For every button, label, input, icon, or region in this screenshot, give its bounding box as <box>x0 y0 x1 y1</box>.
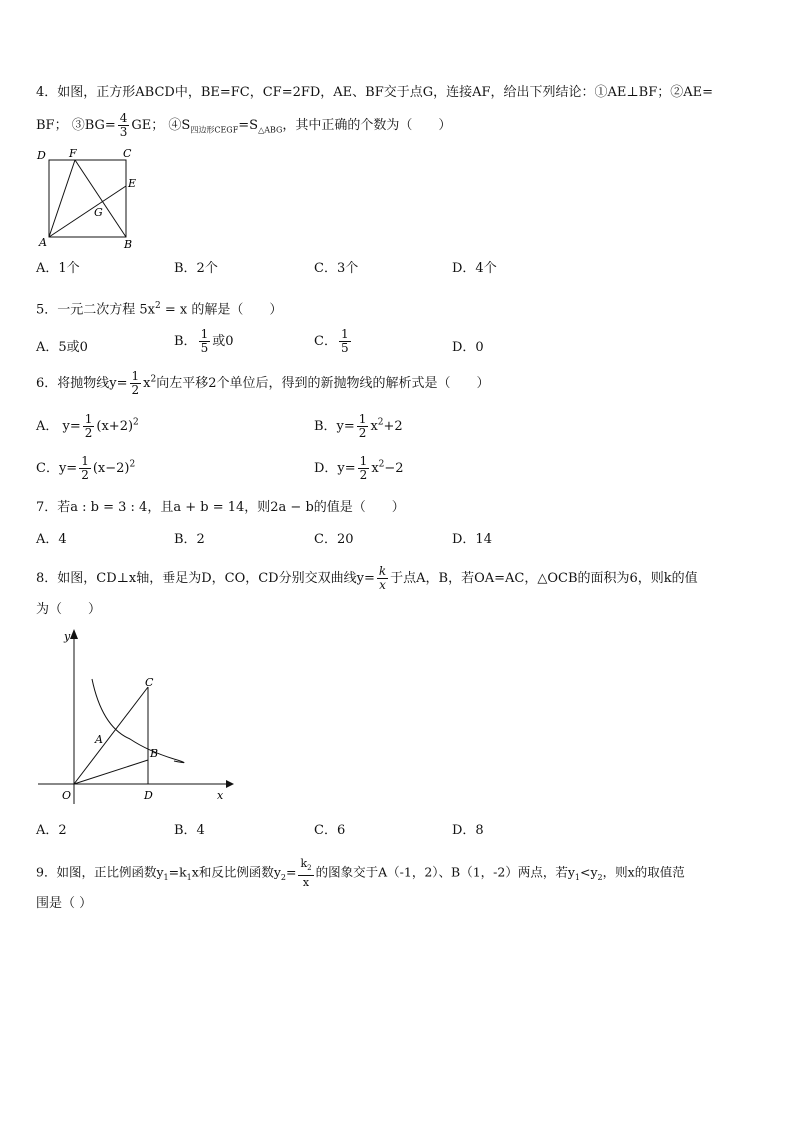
q6-d-x: x <box>371 461 379 476</box>
q9-fraction: $\frac{k_2}{x}$ <box>300 857 312 890</box>
q6-d-sup: 2 <box>378 459 385 470</box>
q8-text-a: 8．如图，CD⊥x轴，垂足为D，CO，CD分别交双曲线y= <box>36 571 375 586</box>
q6-c-suffix: (x−2) <box>92 461 130 476</box>
q9-sub1: 1 <box>163 873 169 883</box>
q6-c-sup: 2 <box>129 459 136 470</box>
q5-option-d[interactable]: D．0 <box>452 340 484 355</box>
label-d: D <box>144 789 153 802</box>
label-y: y <box>64 630 71 643</box>
q6-a-suffix: (x+2) <box>96 419 134 434</box>
q5-option-a[interactable]: A．5或0 <box>36 340 88 355</box>
q8-option-b[interactable]: B．4 <box>174 823 205 838</box>
q6-text-a: 6．将抛物线y= <box>36 376 128 391</box>
segment-oc <box>74 687 148 784</box>
q5-text-b: = x 的解是（ ） <box>160 302 283 318</box>
label-b: B <box>124 238 133 251</box>
segment-bf <box>75 160 126 237</box>
q6-option-b[interactable] <box>314 413 403 440</box>
q4-option-c[interactable]: C．3个 <box>314 261 359 276</box>
q9-text-f: <y <box>580 864 598 880</box>
square-abcd <box>49 160 126 237</box>
q8-option-a[interactable]: A．2 <box>36 823 67 838</box>
segment-ae <box>49 186 126 237</box>
q8-text-b: 于点A，B，若OA=AC，△OCB的面积为6，则k的值 <box>390 571 698 586</box>
q4-sub1: 四边形CEGF <box>190 125 239 135</box>
label-a: A <box>95 733 103 746</box>
hyperbola-curve <box>92 679 174 759</box>
q6-sup: 2 <box>150 374 157 385</box>
q5-text-a: 5．一元二次方程 5x <box>36 302 156 318</box>
q6-b-prefix: B．y= <box>314 419 355 434</box>
q4-text-d: ，其中正确的个数为（ ） <box>282 118 452 133</box>
q6-b-suffix: +2 <box>383 419 403 434</box>
q4-stem-line2 <box>36 112 451 140</box>
label-e: E <box>128 177 137 190</box>
q6-c-prefix: C．y= <box>36 461 78 476</box>
q7-option-d[interactable]: D．14 <box>452 532 492 547</box>
q8-fraction: $\frac{k}{x}$ <box>378 564 387 592</box>
q4-square-figure <box>34 145 144 253</box>
q7-stem: 7．若a : b = 3 : 4，且a + b = 14，则2a − b的值是（ ） <box>36 500 405 515</box>
q8-stem-line1 <box>36 565 698 592</box>
q4-text-b: GE； ④S <box>131 118 191 133</box>
q8-option-d[interactable]: D．8 <box>452 823 484 838</box>
label-c: C <box>145 676 154 689</box>
q6-d-suffix: −2 <box>384 461 404 476</box>
label-d: D <box>37 149 46 162</box>
q4-sub2: △ABG <box>258 125 283 135</box>
q5-b-suffix: 或0 <box>212 334 234 349</box>
q9-sub2: 1 <box>186 873 192 883</box>
q4-option-d[interactable]: D．4个 <box>452 261 497 276</box>
label-b: B <box>150 747 159 760</box>
label-x: x <box>217 789 224 802</box>
q9-text-c: x和反比例函数y <box>191 864 281 880</box>
q6-a-fraction: $\frac{1}{2}$ <box>84 412 93 440</box>
x-axis-arrow <box>226 780 234 788</box>
q9-stem-line2: 围是（ ） <box>36 896 93 911</box>
q4-stem-line1: 4．如图，正方形ABCD中，BE=FC，CF=2FD，AE、BF交于点G，连接AF，给出下列结论：①AE⊥BF；②AE= <box>36 85 713 100</box>
q6-d-prefix: D．y= <box>314 461 356 476</box>
q8-hyperbola-figure <box>34 627 234 805</box>
q9-text-g: ，则x的取值范 <box>602 864 685 880</box>
q5-b-prefix: B． <box>174 334 197 349</box>
q6-b-x: x <box>370 419 378 434</box>
q5-option-b[interactable] <box>174 328 233 355</box>
q4-option-b[interactable]: B．2个 <box>174 261 218 276</box>
q9-sub5: 2 <box>597 873 603 883</box>
label-c: C <box>123 147 132 160</box>
q6-d-fraction: $\frac{1}{2}$ <box>359 454 368 482</box>
y-axis-arrow <box>70 629 78 639</box>
q9-text-b: =k <box>168 864 187 880</box>
hyperbola-curve-tail <box>174 759 184 763</box>
q9-text-a: 9．如图，正比例函数y <box>36 864 164 880</box>
q4-text-c: =S <box>238 118 259 133</box>
q5-stem <box>36 297 282 319</box>
q6-stem <box>36 370 490 397</box>
q5-sup: 2 <box>155 301 161 311</box>
q5-b-fraction: $\frac{1}{5}$ <box>200 327 209 355</box>
q8-option-c[interactable]: C．6 <box>314 823 346 838</box>
q9-sub4: 1 <box>574 873 580 883</box>
q7-option-b[interactable]: B．2 <box>174 532 205 547</box>
q9-sub3: 2 <box>280 873 286 883</box>
q4-text-a: BF； ③BG= <box>36 118 116 133</box>
q6-stem-fraction: $\frac{1}{2}$ <box>131 369 140 397</box>
q9-text-d: = <box>285 864 297 880</box>
segment-ob <box>74 760 148 784</box>
label-f: F <box>69 147 77 160</box>
q6-a-sup: 2 <box>133 417 139 428</box>
q6-b-sup: 2 <box>377 417 384 428</box>
label-o: O <box>62 789 72 802</box>
label-a: A <box>39 236 47 249</box>
q6-option-a[interactable] <box>36 413 139 440</box>
q6-text-b: x <box>143 376 151 391</box>
q5-c-prefix: C． <box>314 334 337 349</box>
q6-a-prefix: A． y= <box>36 419 81 434</box>
q6-b-fraction: $\frac{1}{2}$ <box>358 412 367 440</box>
q6-text-c: 向左平移2个单位后，得到的新抛物线的解析式是（ ） <box>156 376 490 391</box>
q4-fraction: $\frac{4}{3}$ <box>119 111 128 139</box>
segment-af <box>49 160 75 237</box>
q8-stem-line2: 为（ ） <box>36 602 102 617</box>
q5-option-c[interactable] <box>314 328 353 355</box>
q6-option-c[interactable] <box>36 455 135 482</box>
q9-stem-line1 <box>36 857 685 889</box>
label-g: G <box>94 206 103 219</box>
q7-option-a[interactable]: A．4 <box>36 532 67 547</box>
q5-c-fraction: $\frac{1}{5}$ <box>340 327 349 355</box>
q6-c-fraction: $\frac{1}{2}$ <box>81 454 89 482</box>
q6-option-d[interactable] <box>314 455 404 482</box>
q7-option-c[interactable]: C．20 <box>314 532 354 547</box>
q4-option-a[interactable]: A．1个 <box>36 261 80 276</box>
q9-text-e: 的图象交于A（-1，2）、B（1，-2）两点，若y <box>315 864 575 880</box>
